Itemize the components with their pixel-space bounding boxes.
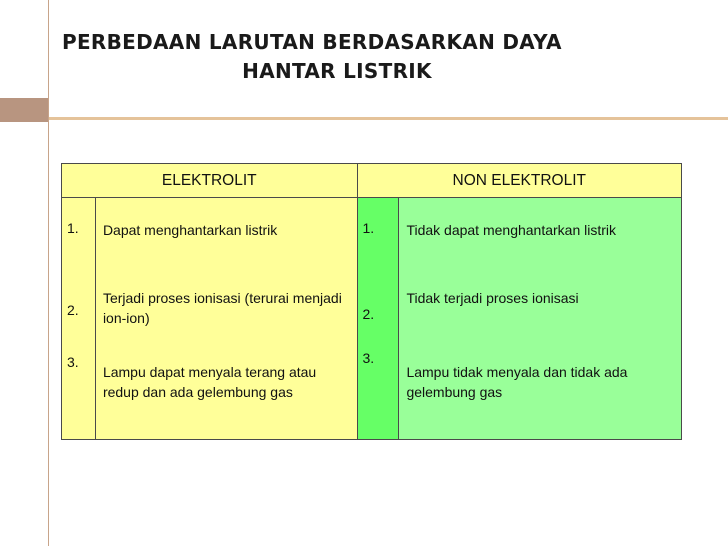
elektrolit-item-2: Terjadi proses ionisasi (terurai menjadi ion-ion): [102, 290, 342, 326]
comparison-table: [61, 163, 682, 440]
slide-title: [62, 28, 672, 86]
header-elektrolit: ELEKTROLIT: [62, 164, 358, 198]
elektrolit-item-3: Lampu dapat menyala terang atau redup dan ada gelembung gas: [102, 364, 317, 400]
non-elektrolit-number-1: 1.: [362, 220, 375, 236]
table-header-row: [62, 164, 682, 198]
title-line-2: HANTAR LISTRIK: [242, 59, 432, 83]
elektrolit-item-1: Dapat menghantarkan listrik: [102, 222, 278, 238]
table-body-row: [62, 198, 682, 440]
elektrolit-number-column: [62, 198, 96, 440]
elektrolit-number-3: 3.: [67, 354, 79, 370]
accent-block: [0, 98, 48, 122]
non-elektrolit-number-column: [357, 198, 399, 440]
left-decorative-rule: [48, 0, 49, 546]
title-line-1: PERBEDAAN LARUTAN BERDASARKAN DAYA: [62, 30, 562, 54]
header-non-elektrolit: NON ELEKTROLIT: [357, 164, 681, 198]
non-elektrolit-item-2: Tidak terjadi proses ionisasi: [406, 290, 579, 306]
elektrolit-number-1: 1.: [67, 220, 79, 236]
non-elektrolit-number-3: 3.: [362, 350, 375, 366]
elektrolit-number-2: 2.: [67, 302, 79, 318]
non-elektrolit-number-2: 2.: [362, 306, 375, 322]
non-elektrolit-item-1: Tidak dapat menghantarkan listrik: [406, 222, 617, 238]
non-elektrolit-item-3: Lampu tidak menyala dan tidak ada gelembung gas: [406, 364, 628, 400]
elektrolit-text-column: [95, 198, 357, 440]
title-underline: [49, 117, 728, 120]
non-elektrolit-text-column: [399, 198, 682, 440]
